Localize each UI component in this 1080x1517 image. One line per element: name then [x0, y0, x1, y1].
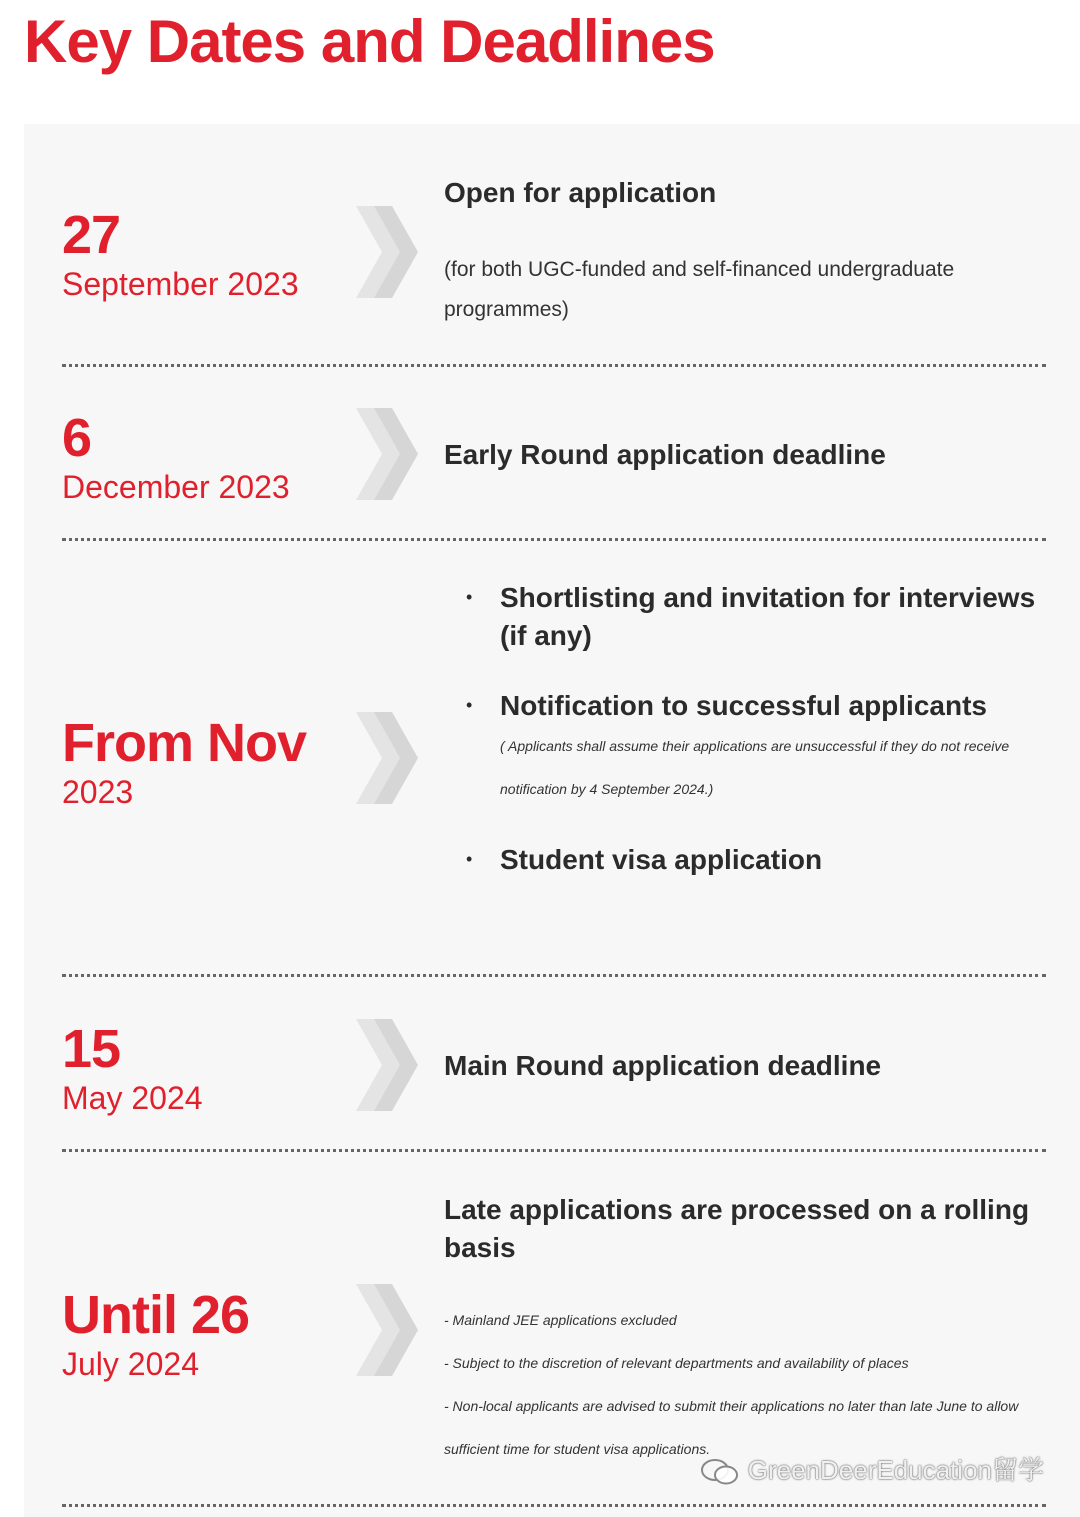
bullet-note: ( Applicants shall assume their applications are unsuccessful if they do not receive notification by 4 September 2024.)	[500, 738, 1010, 797]
wechat-icon	[700, 1458, 740, 1486]
list-item	[444, 579, 1054, 655]
event-date	[62, 205, 299, 302]
event-content	[444, 1191, 1054, 1471]
event-content	[444, 174, 1054, 330]
date-day: 15	[62, 1019, 121, 1079]
date-day: 6	[62, 408, 92, 468]
event-date	[62, 1285, 250, 1382]
event-content	[444, 436, 1054, 474]
dotted-divider	[62, 974, 1046, 977]
chevron-right-icon	[356, 1284, 420, 1376]
date-month-year: 2023	[62, 774, 134, 810]
date-month-year: July 2024	[62, 1346, 199, 1382]
bullet-text: Shortlisting and invitation for interviews (if any)	[500, 582, 1036, 651]
event-content	[444, 1047, 1054, 1085]
bullet-text: Notification to successful applicants	[500, 690, 987, 721]
event-heading: Early Round application deadline	[444, 439, 886, 470]
dotted-divider	[62, 364, 1046, 367]
event-note: - Mainland JEE applications excluded	[444, 1312, 677, 1328]
list-item	[444, 841, 1054, 879]
date-day: Until 26	[62, 1285, 250, 1345]
chevron-right-icon	[356, 1019, 420, 1111]
page-title: Key Dates and Deadlines	[24, 8, 715, 75]
bullet-text: Student visa application	[500, 844, 823, 875]
dotted-divider	[62, 1504, 1046, 1507]
chevron-right-icon	[356, 712, 420, 804]
dotted-divider	[62, 1149, 1046, 1152]
event-note: (for both UGC-funded and self-financed undergraduate programmes)	[444, 258, 955, 321]
date-month-year: May 2024	[62, 1080, 203, 1116]
chevron-right-icon	[356, 206, 420, 298]
watermark	[700, 1450, 1044, 1487]
date-day: 27	[62, 205, 121, 265]
dotted-divider	[62, 538, 1046, 541]
bullet-icon: •	[466, 587, 473, 607]
event-heading: Late applications are processed on a rolling basis	[444, 1194, 1030, 1263]
key-dates-panel	[24, 124, 1080, 1517]
date-month-year: December 2023	[62, 469, 290, 505]
event-heading: Open for application	[444, 177, 717, 208]
event-date	[62, 713, 307, 810]
chevron-right-icon	[356, 408, 420, 500]
date-month-year: September 2023	[62, 266, 299, 302]
event-bullet-list	[444, 579, 1054, 879]
event-date	[62, 408, 290, 505]
event-date	[62, 1019, 203, 1116]
event-notes	[444, 1299, 1054, 1471]
list-item	[444, 687, 1054, 811]
date-day: From Nov	[62, 713, 307, 773]
watermark-text: GreenDeerEducation留学	[747, 1455, 1044, 1485]
event-note: - Subject to the discretion of relevant departments and availability of places	[444, 1355, 909, 1371]
event-heading: Main Round application deadline	[444, 1050, 882, 1081]
event-note: - Non-local applicants are advised to submit their applications no later than late June to allow sufficient time for student visa applications.	[444, 1398, 1019, 1457]
bullet-icon: •	[466, 695, 473, 715]
bullet-icon: •	[466, 849, 473, 869]
